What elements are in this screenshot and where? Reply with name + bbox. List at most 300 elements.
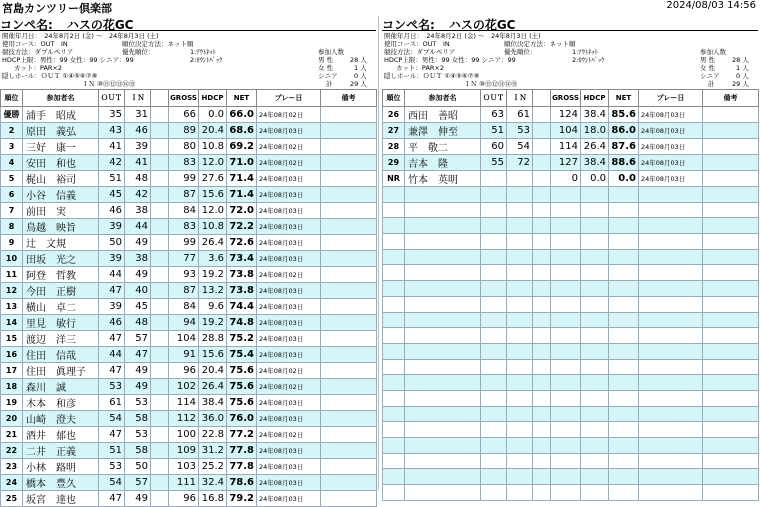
table-row xyxy=(1,395,377,411)
rank-cell: 23 xyxy=(1,459,23,475)
play-date-cell: 24年08月03日 xyxy=(257,331,321,347)
rank-cell xyxy=(383,249,405,265)
net-score-cell: 71.4 xyxy=(227,187,257,203)
out-score-cell: 51 xyxy=(99,443,125,459)
player-name-cell: 山崎 澄夫 xyxy=(23,411,99,427)
rank-cell: 22 xyxy=(1,443,23,459)
net-score-cell: 73.8 xyxy=(227,283,257,299)
rank-cell: 15 xyxy=(1,331,23,347)
note-cell xyxy=(703,312,759,328)
column-header-note: 備考 xyxy=(321,90,377,107)
report-header xyxy=(0,0,760,14)
out-score-cell: 44 xyxy=(99,267,125,283)
in-score-cell xyxy=(507,422,533,438)
player-name-cell: 渡辺 洋三 xyxy=(23,331,99,347)
in-score-cell: 47 xyxy=(125,347,151,363)
table-row xyxy=(383,375,759,391)
spacer-cell xyxy=(151,427,169,443)
net-score-cell: 75.2 xyxy=(227,331,257,347)
table-row xyxy=(383,249,759,265)
note-cell xyxy=(321,299,377,315)
rank-cell: 16 xyxy=(1,347,23,363)
spacer-cell xyxy=(533,375,551,391)
hdcp-cell: 10.8 xyxy=(199,139,227,155)
column-header-gross: GROSS xyxy=(551,90,581,107)
hdcp-cell: 0.0 xyxy=(581,171,609,187)
in-score-cell: 44 xyxy=(125,219,151,235)
column-header-gap xyxy=(533,90,551,107)
net-score-cell: 74.4 xyxy=(227,299,257,315)
gross-score-cell: 89 xyxy=(169,123,199,139)
column-header-gross: GROSS xyxy=(169,90,199,107)
play-date-cell: 24年08月02日 xyxy=(257,155,321,171)
note-cell xyxy=(321,267,377,283)
in-score-cell xyxy=(507,343,533,359)
spacer-cell xyxy=(151,251,169,267)
play-date-cell: 24年08月03日 xyxy=(639,107,703,123)
gross-score-cell xyxy=(551,296,581,312)
gross-score-cell: 103 xyxy=(169,459,199,475)
hdcp-cell xyxy=(581,187,609,203)
in-score-cell: 49 xyxy=(125,491,151,507)
in-score-cell xyxy=(507,234,533,250)
event-dates: 開催年月日： 24年8月2日 (金) ～ 24年8月3日 (土) xyxy=(384,32,541,40)
cut-rule: カット：PAR×2 xyxy=(14,64,62,72)
table-row xyxy=(383,438,759,454)
out-score-cell: 35 xyxy=(99,107,125,123)
gross-score-cell: 96 xyxy=(169,363,199,379)
out-score-cell xyxy=(481,312,507,328)
hdcp-cell: 26.4 xyxy=(199,379,227,395)
in-score-cell: 49 xyxy=(125,267,151,283)
note-cell xyxy=(703,265,759,281)
in-score-cell xyxy=(507,265,533,281)
female-count: 1 人 xyxy=(354,64,367,72)
play-date-cell: 24年08月03日 xyxy=(257,347,321,363)
out-score-cell: 54 xyxy=(99,475,125,491)
net-score-cell xyxy=(609,406,639,422)
header-underline xyxy=(382,30,758,31)
competition-label: コンペ名: xyxy=(382,18,435,32)
net-score-cell xyxy=(609,281,639,297)
gross-score-cell: 87 xyxy=(169,187,199,203)
play-date-cell: 24年08月03日 xyxy=(257,123,321,139)
spacer-cell xyxy=(151,475,169,491)
hdcp-cell: 12.0 xyxy=(199,155,227,171)
note-cell xyxy=(321,171,377,187)
column-header-gap xyxy=(151,90,169,107)
note-cell xyxy=(321,283,377,299)
hdcp-cell: 10.8 xyxy=(199,219,227,235)
hdcp-cell: 38.4 xyxy=(581,107,609,123)
table-row xyxy=(1,139,377,155)
gross-score-cell: 102 xyxy=(169,379,199,395)
table-row xyxy=(383,139,759,155)
play-date-cell xyxy=(639,390,703,406)
play-date-cell xyxy=(639,469,703,485)
gross-score-cell: 112 xyxy=(169,411,199,427)
play-date-cell: 24年08月02日 xyxy=(257,139,321,155)
in-score-cell xyxy=(507,359,533,375)
player-name-cell xyxy=(405,375,481,391)
out-score-cell xyxy=(481,359,507,375)
in-score-cell: 49 xyxy=(125,363,151,379)
gross-score-cell xyxy=(551,343,581,359)
table-row xyxy=(383,187,759,203)
in-score-cell: 38 xyxy=(125,251,151,267)
note-cell xyxy=(703,139,759,155)
spacer-cell xyxy=(533,155,551,171)
player-name-cell: 二井 正義 xyxy=(23,443,99,459)
in-score-cell: 58 xyxy=(125,411,151,427)
rank-cell: 5 xyxy=(1,171,23,187)
net-score-cell xyxy=(609,469,639,485)
rank-cell xyxy=(383,485,405,501)
gross-score-cell: 84 xyxy=(169,203,199,219)
total-count: 29 人 xyxy=(350,80,367,88)
note-cell xyxy=(703,155,759,171)
rank-cell xyxy=(383,422,405,438)
spacer-cell xyxy=(533,328,551,344)
note-cell xyxy=(321,459,377,475)
net-score-cell: 66.0 xyxy=(227,107,257,123)
play-date-cell xyxy=(639,281,703,297)
in-score-cell: 38 xyxy=(125,203,151,219)
hdcp-cell: 22.8 xyxy=(199,427,227,443)
rank-cell: 2 xyxy=(1,123,23,139)
net-score-cell: 72.6 xyxy=(227,235,257,251)
table-row xyxy=(1,107,377,123)
out-score-cell: 63 xyxy=(481,107,507,123)
play-date-cell xyxy=(639,485,703,501)
out-score-cell: 47 xyxy=(99,427,125,443)
in-score-cell xyxy=(507,202,533,218)
net-score-cell xyxy=(609,249,639,265)
table-row xyxy=(1,187,377,203)
player-name-cell: 平 敬二 xyxy=(405,139,481,155)
gross-score-cell xyxy=(551,187,581,203)
out-score-cell: 55 xyxy=(481,155,507,171)
play-date-cell: 24年08月03日 xyxy=(257,315,321,331)
play-date-cell xyxy=(639,249,703,265)
in-score-cell: 46 xyxy=(125,123,151,139)
spacer-cell xyxy=(151,219,169,235)
rank-cell xyxy=(383,328,405,344)
player-name-cell xyxy=(405,281,481,297)
gross-score-cell xyxy=(551,218,581,234)
spacer-cell xyxy=(533,281,551,297)
play-date-cell xyxy=(639,234,703,250)
gross-score-cell: 114 xyxy=(551,139,581,155)
senior-label: シニア xyxy=(700,72,720,80)
spacer-cell xyxy=(533,312,551,328)
player-name-cell: 小林 路明 xyxy=(23,459,99,475)
column-header-note: 備考 xyxy=(703,90,759,107)
net-score-cell: 73.8 xyxy=(227,267,257,283)
in-score-cell: 39 xyxy=(125,139,151,155)
gross-score-cell: 99 xyxy=(169,171,199,187)
gross-score-cell: 127 xyxy=(551,155,581,171)
spacer-cell xyxy=(533,359,551,375)
note-cell xyxy=(703,249,759,265)
rank-cell: 4 xyxy=(1,155,23,171)
in-score-cell: 31 xyxy=(125,107,151,123)
rank-cell xyxy=(383,234,405,250)
in-score-cell xyxy=(507,249,533,265)
out-score-cell xyxy=(481,453,507,469)
rank-cell: 9 xyxy=(1,235,23,251)
rank-cell: 27 xyxy=(383,123,405,139)
play-date-cell xyxy=(639,218,703,234)
in-score-cell: 49 xyxy=(125,235,151,251)
gross-score-cell: 84 xyxy=(169,299,199,315)
player-name-cell: 住田 信哉 xyxy=(23,347,99,363)
table-header-row xyxy=(383,90,759,107)
rank-cell: 29 xyxy=(383,155,405,171)
in-score-cell: 53 xyxy=(125,395,151,411)
player-name-cell: 原田 義弘 xyxy=(23,123,99,139)
table-header-row xyxy=(1,90,377,107)
spacer-cell xyxy=(151,139,169,155)
note-cell xyxy=(321,347,377,363)
in-score-cell: 40 xyxy=(125,283,151,299)
out-score-cell: 46 xyxy=(99,203,125,219)
spacer-cell xyxy=(533,438,551,454)
player-name-cell xyxy=(405,359,481,375)
note-cell xyxy=(321,235,377,251)
table-row xyxy=(383,312,759,328)
net-score-cell xyxy=(609,265,639,281)
net-score-cell xyxy=(609,296,639,312)
table-row xyxy=(1,443,377,459)
spacer-cell xyxy=(533,139,551,155)
play-date-cell: 24年08月03日 xyxy=(639,123,703,139)
net-score-cell: 69.2 xyxy=(227,139,257,155)
out-score-cell xyxy=(481,485,507,501)
player-name-cell: 竹本 英明 xyxy=(405,171,481,187)
player-name-cell: 田坂 光之 xyxy=(23,251,99,267)
hdcp-cell: 13.2 xyxy=(199,283,227,299)
rank-cell xyxy=(383,469,405,485)
rank-cell xyxy=(383,281,405,297)
net-score-cell: 75.4 xyxy=(227,347,257,363)
player-name-cell: 今田 正樹 xyxy=(23,283,99,299)
net-score-cell xyxy=(609,375,639,391)
gross-score-cell: 80 xyxy=(169,139,199,155)
rank-cell: 7 xyxy=(1,203,23,219)
in-score-cell: 53 xyxy=(507,123,533,139)
play-date-cell: 24年08月02日 xyxy=(257,107,321,123)
note-cell xyxy=(703,187,759,203)
table-row xyxy=(383,155,759,171)
play-date-cell: 24年08月03日 xyxy=(257,395,321,411)
note-cell xyxy=(321,219,377,235)
out-score-cell xyxy=(481,469,507,485)
gross-score-cell: 111 xyxy=(169,475,199,491)
gross-score-cell: 104 xyxy=(551,123,581,139)
rank-cell: 10 xyxy=(1,251,23,267)
out-score-cell: 50 xyxy=(99,235,125,251)
rank-cell: 13 xyxy=(1,299,23,315)
player-name-cell: 浦手 昭成 xyxy=(23,107,99,123)
note-cell xyxy=(321,315,377,331)
gross-score-cell: 0 xyxy=(551,171,581,187)
net-score-cell: 77.2 xyxy=(227,427,257,443)
hdcp-cell: 27.6 xyxy=(199,171,227,187)
in-score-cell xyxy=(507,296,533,312)
column-header-net: NET xyxy=(609,90,639,107)
in-score-cell xyxy=(507,406,533,422)
net-score-cell xyxy=(609,343,639,359)
spacer-cell xyxy=(151,363,169,379)
net-score-cell: 75.6 xyxy=(227,379,257,395)
gross-score-cell xyxy=(551,202,581,218)
hdcp-cell: 9.6 xyxy=(199,299,227,315)
player-name-cell xyxy=(405,202,481,218)
in-score-cell xyxy=(507,375,533,391)
senior-count: 0 人 xyxy=(736,72,749,80)
net-score-cell: 78.6 xyxy=(227,475,257,491)
hdcp-cell: 20.4 xyxy=(199,363,227,379)
net-score-cell: 75.6 xyxy=(227,363,257,379)
play-date-cell: 24年08月02日 xyxy=(257,267,321,283)
spacer-cell xyxy=(533,390,551,406)
hdcp-cell: 31.2 xyxy=(199,443,227,459)
spacer-cell xyxy=(533,218,551,234)
rank-method: 順位決定方法：ネット順 xyxy=(504,40,576,48)
table-row xyxy=(383,123,759,139)
spacer-cell xyxy=(151,107,169,123)
rank-cell xyxy=(383,343,405,359)
play-date-cell: 24年08月03日 xyxy=(257,171,321,187)
in-score-cell xyxy=(507,328,533,344)
column-header-rank: 順位 xyxy=(383,90,405,107)
spacer-cell xyxy=(533,171,551,187)
gross-score-cell: 99 xyxy=(169,235,199,251)
out-score-cell xyxy=(481,234,507,250)
rank-cell xyxy=(383,202,405,218)
participants-label: 参加人数 xyxy=(318,48,344,56)
hdcp-cell: 32.4 xyxy=(199,475,227,491)
rank-cell: 3 xyxy=(1,139,23,155)
column-header-out: ＯＵＴ xyxy=(481,90,507,107)
in-score-cell xyxy=(507,453,533,469)
player-name-cell: 木本 和彦 xyxy=(23,395,99,411)
net-score-cell: 79.2 xyxy=(227,491,257,507)
table-row xyxy=(383,359,759,375)
table-row xyxy=(1,331,377,347)
player-name-cell xyxy=(405,328,481,344)
in-score-cell xyxy=(507,438,533,454)
play-date-cell xyxy=(639,312,703,328)
out-score-cell: 47 xyxy=(99,363,125,379)
player-name-cell: 前田 実 xyxy=(23,203,99,219)
rank-cell xyxy=(383,453,405,469)
out-score-cell xyxy=(481,390,507,406)
gross-score-cell xyxy=(551,453,581,469)
column-header-hdcp: HDCP xyxy=(581,90,609,107)
spacer-cell xyxy=(151,347,169,363)
course-used: 使用コース：OUT IN xyxy=(384,40,450,48)
table-row xyxy=(383,218,759,234)
spacer-cell xyxy=(151,379,169,395)
column-header-name: 参加者名 xyxy=(23,90,99,107)
hdcp-cell xyxy=(581,390,609,406)
table-row xyxy=(1,251,377,267)
rank-cell: 19 xyxy=(1,395,23,411)
play-date-cell xyxy=(639,438,703,454)
in-score-cell: 45 xyxy=(125,299,151,315)
rank-cell: 26 xyxy=(383,107,405,123)
spacer-cell xyxy=(151,331,169,347)
net-score-cell xyxy=(609,359,639,375)
table-row xyxy=(383,453,759,469)
column-header-in: ＩＮ xyxy=(507,90,533,107)
table-row xyxy=(383,343,759,359)
rank-cell: 6 xyxy=(1,187,23,203)
play-date-cell: 24年08月03日 xyxy=(257,475,321,491)
gross-score-cell xyxy=(551,375,581,391)
gross-score-cell: 66 xyxy=(169,107,199,123)
play-date-cell: 24年08月02日 xyxy=(257,363,321,379)
play-date-cell: 24年08月03日 xyxy=(257,299,321,315)
net-score-cell xyxy=(609,438,639,454)
hdcp-cell xyxy=(581,234,609,250)
gross-score-cell: 93 xyxy=(169,267,199,283)
table-row xyxy=(383,107,759,123)
gross-score-cell xyxy=(551,234,581,250)
out-score-cell: 41 xyxy=(99,139,125,155)
gross-score-cell xyxy=(551,469,581,485)
in-score-cell: 58 xyxy=(125,443,151,459)
header-underline xyxy=(0,30,376,31)
table-row xyxy=(383,328,759,344)
results-table xyxy=(0,89,377,507)
rank-cell: 20 xyxy=(1,411,23,427)
note-cell xyxy=(703,438,759,454)
play-format: 競技方法：ダブルペリア xyxy=(384,48,456,56)
note-cell xyxy=(321,203,377,219)
play-date-cell: 24年08月03日 xyxy=(257,491,321,507)
panel-divider xyxy=(378,16,379,490)
net-score-cell: 71.4 xyxy=(227,171,257,187)
hdcp-cell: 28.8 xyxy=(199,331,227,347)
table-row xyxy=(383,281,759,297)
net-score-cell: 87.6 xyxy=(609,139,639,155)
net-score-cell xyxy=(609,485,639,501)
table-row xyxy=(1,123,377,139)
rank-cell: 18 xyxy=(1,379,23,395)
player-name-cell xyxy=(405,218,481,234)
spacer-cell xyxy=(151,443,169,459)
results-panel-left xyxy=(0,16,376,506)
table-row xyxy=(1,347,377,363)
hdcp-cell: 20.4 xyxy=(199,123,227,139)
note-cell xyxy=(321,395,377,411)
spacer-cell xyxy=(533,249,551,265)
gross-score-cell: 114 xyxy=(169,395,199,411)
gross-score-cell xyxy=(551,359,581,375)
total-label: 計 xyxy=(326,80,333,88)
gross-score-cell: 96 xyxy=(169,491,199,507)
column-header-in: ＩＮ xyxy=(125,90,151,107)
note-cell xyxy=(703,202,759,218)
out-score-cell: 47 xyxy=(99,331,125,347)
out-score-cell xyxy=(481,296,507,312)
play-date-cell xyxy=(639,453,703,469)
column-header-play-date: プレー日 xyxy=(639,90,703,107)
priority-2: 2:ｶｳﾝﾄﾊﾞｯｸ xyxy=(572,56,605,64)
